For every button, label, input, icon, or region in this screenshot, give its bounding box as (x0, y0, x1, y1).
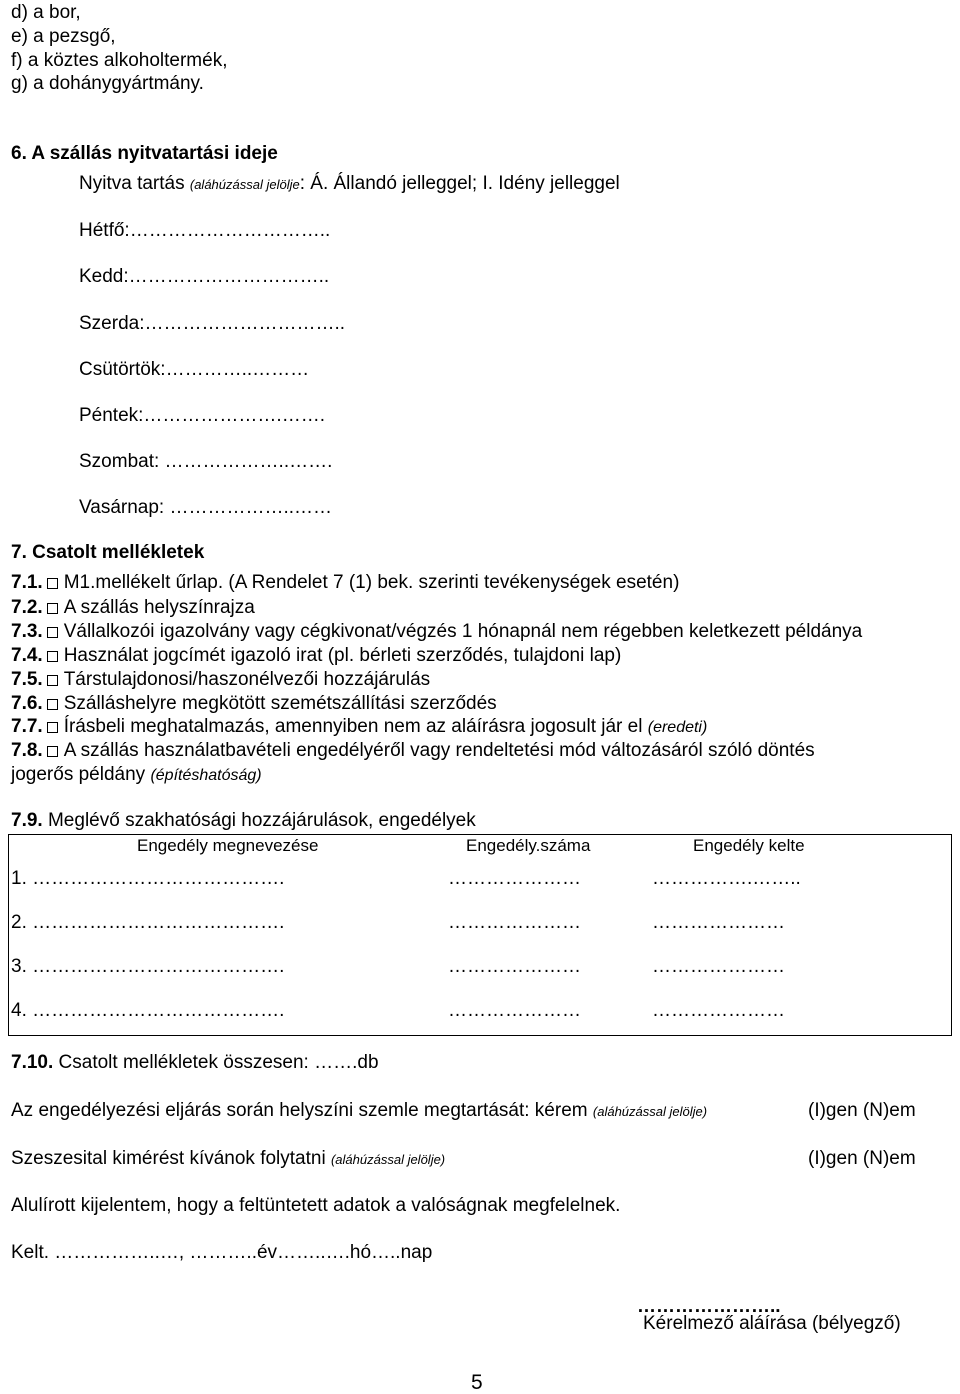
section-6-heading: 6. A szállás nyitvatartási ideje (11, 143, 278, 164)
declaration: Alulírott kijelentem, hogy a feltüntetett adatok a valóságnak megfelelnek. (11, 1195, 621, 1216)
opening-type-line (79, 173, 620, 196)
table-row-2-name[interactable]: 2. …………………………………. (11, 912, 285, 933)
item-label: Társtulajdonosi/haszonélvezői hozzájárulás (63, 669, 431, 690)
item-label: Szálláshelyre megkötött szemétszállítási szerződés (63, 693, 497, 714)
table-row-4-name[interactable]: 4. …………………………………. (11, 1000, 285, 1021)
attachment-item-7-4 (11, 645, 621, 667)
table-row-1-number[interactable]: ………………… (448, 868, 581, 889)
table-row-3-name[interactable]: 3. …………………………………. (11, 956, 285, 977)
item-label: A szállás használatbavételi engedélyéről vagy rendeltetési mód változásáról szóló döntés (63, 740, 815, 761)
item-number: 7.2. (11, 597, 43, 618)
table-row-4-number[interactable]: ………………… (448, 1000, 581, 1021)
attachment-total (11, 1052, 379, 1074)
table-row-3-number[interactable]: ………………… (448, 956, 581, 977)
day-saturday: Szombat: ………………..……. (79, 451, 333, 472)
item-number: 7.9. (11, 810, 43, 831)
alcohol-service-line (11, 1148, 445, 1171)
table-header-number: Engedély.száma (466, 836, 591, 855)
item-number: 7.10. (11, 1052, 54, 1073)
attachment-item-7-9 (11, 810, 476, 832)
item-number: 7.3. (11, 621, 43, 642)
item-label: Írásbeli meghatalmazás, amennyiben nem az aláírásra jogosult jár el (63, 716, 643, 737)
table-row-2-number[interactable]: ………………… (448, 912, 581, 933)
item-label: Csatolt mellékletek összesen: …….db (58, 1052, 379, 1073)
table-row-4-date[interactable]: ………………… (652, 1000, 785, 1021)
list-item: d) a bor, (11, 2, 81, 23)
list-item: f) a köztes alkoholtermék, (11, 50, 228, 71)
attachment-item-7-8-continued (11, 764, 262, 787)
item-number: 7.7. (11, 716, 43, 737)
item-number: 7.1. (11, 572, 43, 593)
day-friday: Péntek:………………….……. (79, 405, 325, 426)
table-row-1-date[interactable]: …………….…….. (652, 868, 801, 889)
table-header-date: Engedély kelte (693, 836, 805, 855)
attachment-item-7-7 (11, 716, 707, 739)
date-line[interactable]: Kelt. ……………..…, ………..év……..….hó…..nap (11, 1242, 433, 1263)
item-label: Használat jogcímét igazoló irat (pl. bérleti szerződés, tulajdoni lap) (63, 645, 622, 666)
table-row-1-name[interactable]: 1. …………………………………. (11, 868, 285, 889)
item-label: Meglévő szakhatósági hozzájárulások, engedélyek (47, 810, 476, 831)
item-number: 7.4. (11, 645, 43, 666)
item-label: A szállás helyszínrajza (63, 597, 255, 618)
checkbox-icon[interactable] (47, 603, 58, 614)
attachment-item-7-8 (11, 740, 815, 762)
attachment-item-7-3 (11, 621, 862, 643)
inspection-note: (aláhúzással jelölje) (592, 1104, 708, 1119)
checkbox-icon[interactable] (47, 699, 58, 710)
checkbox-icon[interactable] (47, 651, 58, 662)
table-row-2-date[interactable]: ………………… (652, 912, 785, 933)
checkbox-icon[interactable] (47, 675, 58, 686)
inspection-label: Az engedélyezési eljárás során helyszíni szemle megtartását: kérem (11, 1100, 588, 1121)
day-wednesday: Szerda:………………………….. (79, 313, 346, 334)
attachment-item-7-5 (11, 669, 430, 691)
attachment-item-7-6 (11, 693, 497, 715)
table-header-name: Engedély megnevezése (137, 836, 319, 855)
checkbox-icon[interactable] (47, 578, 58, 589)
list-item: e) a pezsgő, (11, 26, 116, 47)
item-note: (eredeti) (647, 719, 708, 736)
alcohol-note: (aláhúzással jelölje) (330, 1152, 446, 1167)
alcohol-options[interactable]: (I)gen (N)em (808, 1148, 916, 1169)
signature-label: Kérelmező aláírása (bélyegző) (643, 1313, 901, 1334)
opening-prefix: Nyitva tartás (79, 173, 185, 194)
item-label: M1.mellékelt űrlap. (A Rendelet 7 (1) bek. szerinti tevékenységek esetén) (63, 572, 680, 593)
item-label: Vállalkozói igazolvány vagy cégkivonat/végzés 1 hónapnál nem régebben keletkezett példánya (63, 621, 863, 642)
item-number: 7.6. (11, 693, 43, 714)
section-7-heading: 7. Csatolt mellékletek (11, 542, 205, 563)
alcohol-label: Szeszesital kimérést kívánok folytatni (11, 1148, 326, 1169)
inspection-options[interactable]: (I)gen (N)em (808, 1100, 916, 1121)
opening-note: (aláhúzással jelölje (189, 177, 300, 192)
item-number: 7.8. (11, 740, 43, 761)
checkbox-icon[interactable] (47, 746, 58, 757)
checkbox-icon[interactable] (47, 627, 58, 638)
table-row-3-date[interactable]: ………………… (652, 956, 785, 977)
on-site-inspection-line (11, 1100, 707, 1123)
day-sunday: Vasárnap: ………………..…… (79, 497, 333, 518)
day-thursday: Csütörtök:…………..……… (79, 359, 310, 380)
attachment-item-7-1 (11, 572, 679, 594)
item-label: jogerős példány (11, 764, 146, 785)
day-monday: Hétfő:………………………….. (79, 220, 331, 241)
list-item: g) a dohánygyártmány. (11, 73, 204, 94)
signature-dots[interactable]: ………………….. (637, 1296, 781, 1317)
item-number: 7.5. (11, 669, 43, 690)
checkbox-icon[interactable] (47, 722, 58, 733)
item-note: (építéshatóság) (150, 767, 262, 784)
attachment-item-7-2 (11, 597, 255, 619)
page-number: 5 (471, 1371, 483, 1394)
day-tuesday: Kedd:………………………….. (79, 266, 330, 287)
opening-options: : Á. Állandó jelleggel; I. Idény jelleggel (299, 173, 620, 194)
